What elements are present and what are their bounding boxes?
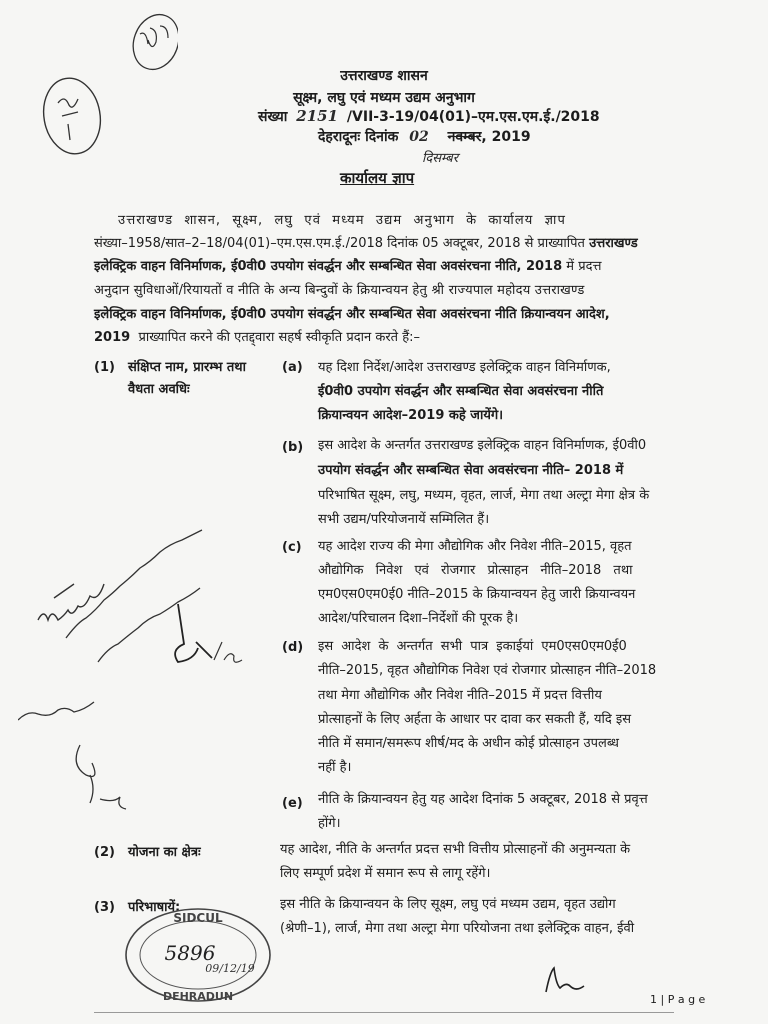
item-a-line2: ई0वी0 उपयोग संवर्द्धन और सम्बन्धित सेवा अवसंरचना नीति [318,384,604,399]
item-c-line4: आदेश/परिचालन दिशा–निर्देशों की पूरक है। [318,611,519,626]
footer-rule [94,1012,674,1013]
intro-line-6: 2019 प्राख्यापित करने की एतद्द्वारा सहर्ष स्वीकृति प्रदान करते हैं:– [94,330,420,345]
item-d-label: (d) [282,640,304,655]
stamp-bottom-text: DEHRADUN [162,990,234,1003]
section-1-label-line1: संक्षिप्त नाम, प्रारम्भ तथा [128,360,246,375]
item-d-line3: तथा मेगा औद्योगिक और निवेश नीति–2015 में प्रदत्त वित्तीय [318,688,602,703]
handwritten-annotation-top-left [28,8,178,168]
item-b-line3: परिभाषित सूक्ष्म, लघु, मध्यम, वृहत, लार्ज, मेगा तथा अल्ट्रा मेगा क्षेत्र के [318,488,650,503]
section-3-line2: (श्रेणी–1), लार्ज, मेगा तथा अल्ट्रा मेगा परियोजना तथा इलेक्ट्रिक वाहन, ईवी [280,921,635,936]
item-d-line2: नीति–2015, वृहत औद्योगिक निवेश एवं रोजगार प्रोत्साहन नीति–2018 [318,663,657,678]
item-a-line3: क्रियान्वयन आदेश–2019 कहे जायेंगे। [318,408,504,423]
stamp-date: 09/12/19 [205,962,255,975]
item-e-line1: नीति के क्रियान्वयन हेतु यह आदेश दिनांक 5 अक्टूबर, 2018 से प्रवृत्त [318,792,648,807]
stamp-number: 5896 [164,941,216,965]
section-2-label: योजना का क्षेत्रः [128,845,201,860]
signature-bottom [538,962,598,1002]
item-c-line3: एम0एस0एम0ई0 नीति–2015 के क्रियान्वयन हेतु जारी क्रियान्वयन [318,587,636,602]
handwritten-initials-margin [60,735,150,825]
item-d-line1: इस आदेश के अन्तर्गत सभी पात्र इकाईयां एम0एस0एम0ई0 [318,639,627,654]
letter-date: देहरादूनः दिनांक 02 नवम्बर, 2019 [318,129,531,145]
section-2-line2: लिए सम्पूर्ण प्रदेश में समान रूप से लागू रहेंगे। [280,866,491,881]
item-b-line4: सभी उद्यम/परियोजनायें सम्मिलित हैं। [318,512,490,527]
item-c-line2: औद्योगिक निवेश एवं रोजगार प्रोत्साहन नीति–2018 तथा [318,563,633,578]
section-2-number: (2) [94,845,115,860]
section-2-line1: यह आदेश, नीति के अन्तर्गत प्रदत्त सभी वित्तीय प्रोत्साहनों की अनुमन्यता के [280,842,631,857]
item-b-label: (b) [282,440,304,455]
item-c-label: (c) [282,540,302,555]
section-3-label: परिभाषायें: [128,900,181,915]
intro-line-4: अनुदान सुविधाओं/रियायतों व नीति के अन्य बिन्दुवों के क्रियान्वयन हेतु श्री राज्यपाल महोदय उत्तराखण्ड [94,283,585,298]
item-d-line4: प्रोत्साहनों के लिए अर्हता के आधार पर दावा कर सकती हैं, यदि इस [318,712,632,727]
handwritten-day: 02 [409,129,429,145]
struck-month: नवम्बर [447,129,482,145]
item-b-line1: इस आदेश के अन्तर्गत उत्तराखण्ड इलेक्ट्रिक वाहन विनिर्माणक, ई0वी0 [318,438,647,453]
item-d-line5: नीति में समान/समरूप शीर्ष/मद के अधीन कोई प्रोत्साहन उपलब्ध [318,736,619,751]
section-3-number: (3) [94,900,115,915]
item-a-label: (a) [282,360,303,375]
header-department: सूक्ष्म, लघु एवं मध्यम उद्यम अनुभाग [293,90,475,106]
item-e-line2: होंगे। [318,816,341,831]
item-c-line1: यह आदेश राज्य की मेगा औद्योगिक और निवेश नीति–2015, वृहत [318,539,632,554]
page-number: 1 | P a g e [650,993,706,1006]
memo-title: कार्यालय ज्ञाप [340,169,415,187]
stamp-top-text: SIDCUL [173,911,223,925]
item-b-line2: उपयोग संवर्द्धन और सम्बन्धित सेवा अवसंरचना नीति– 2018 में [318,463,624,478]
item-e-label: (e) [282,796,303,811]
item-d-line6: नहीं है। [318,760,352,775]
intro-line-5: इलेक्ट्रिक वाहन विनिर्माणक, ई0वी0 उपयोग संवर्द्धन और सम्बन्धित सेवा अवसंरचना नीति क्रियान्वयन आदेश, [94,307,610,322]
section-3-line1: इस नीति के क्रियान्वयन के लिए सूक्ष्म, लघु एवं मध्यम उद्यम, वृहत उद्योग [280,897,616,912]
sidcul-stamp [118,900,278,1010]
intro-line-1: उत्तराखण्ड शासन, सूक्ष्म, लघु एवं मध्यम उद्यम अनुभाग के कार्यालय ज्ञाप [118,213,566,228]
item-a-line1: यह दिशा निर्देश/आदेश उत्तराखण्ड इलेक्ट्रिक वाहन विनिर्माणक, [318,360,611,375]
letter-number: संख्या 2151 /VII-3-19/04(01)–एम.एस.एम.ई./2018 [258,107,600,125]
handwritten-number: 2151 [296,107,339,125]
section-1-number: (1) [94,360,115,375]
intro-line-3: इलेक्ट्रिक वाहन विनिर्माणक, ई0वी0 उपयोग संवर्द्धन और सम्बन्धित सेवा अवसंरचना नीति, 2018 में प्रदत्त [94,259,602,274]
section-1-label-line2: वैधता अवधिः [128,382,190,397]
header-govt: उत्तराखण्ड शासन [340,68,428,84]
intro-line-2: संख्या–1958/सात–2–18/04(01)–एम.एस.एम.ई./2018 दिनांक 05 अक्टूबर, 2018 से प्राख्यापित उत्तराखण्ड [94,236,638,251]
handwritten-month: दिसम्बर [422,151,459,166]
